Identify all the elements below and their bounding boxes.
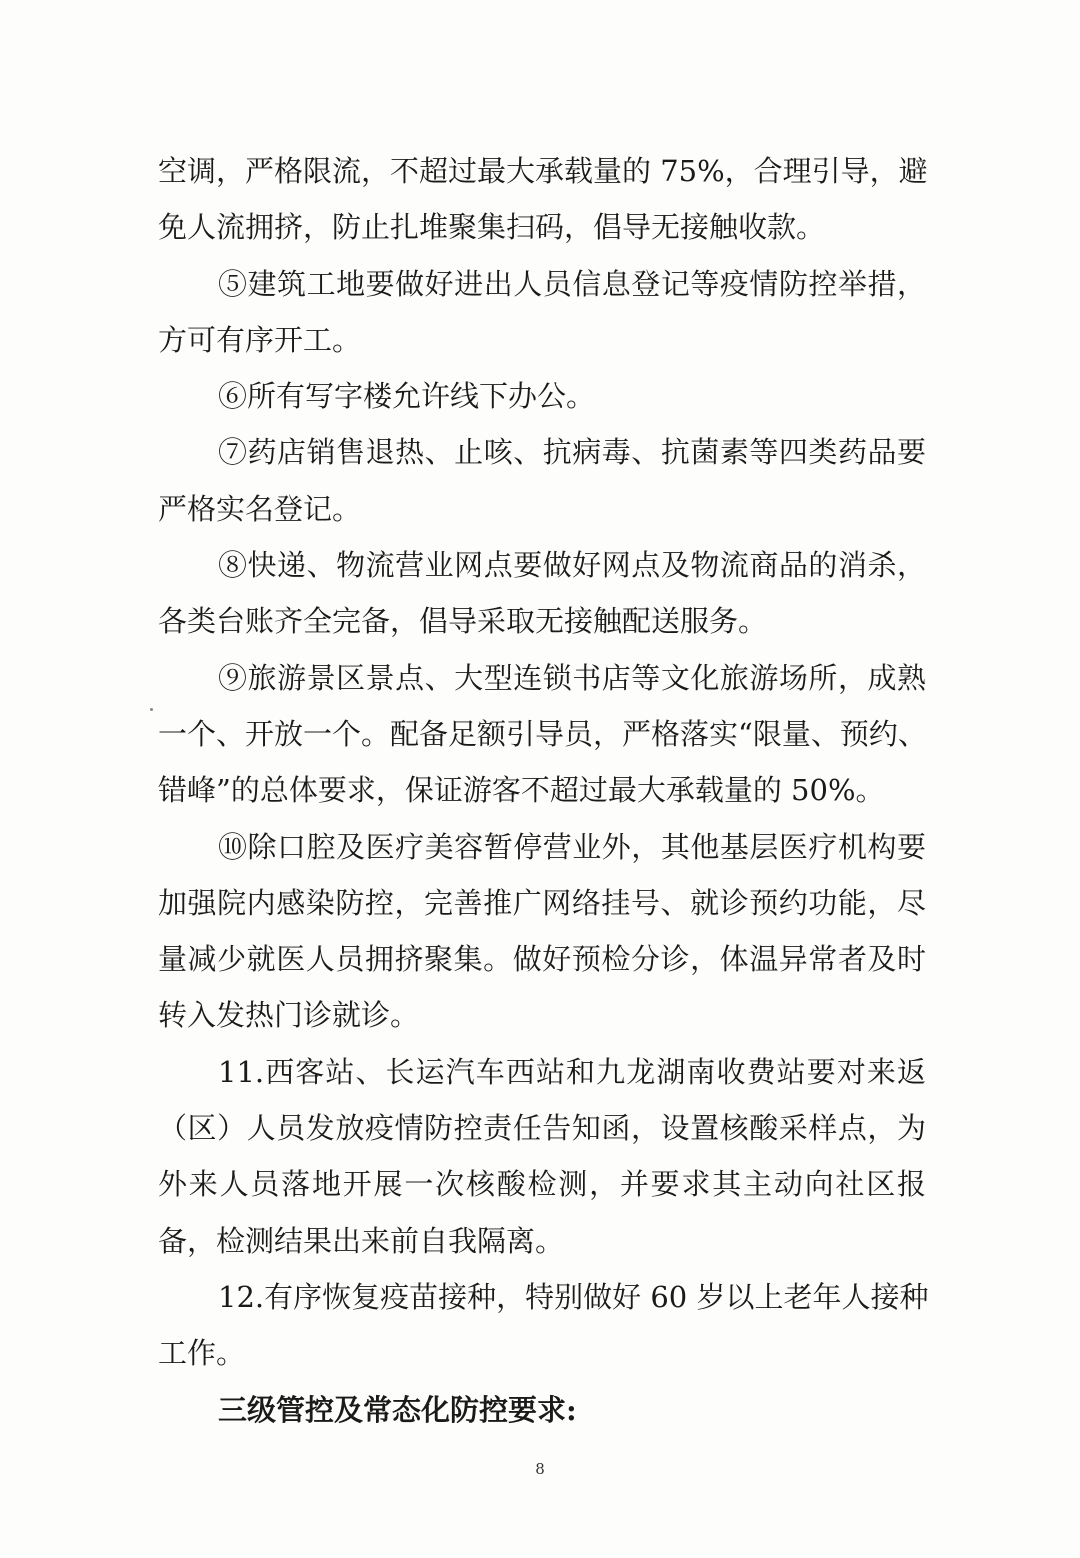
text-line: 严格实名登记。 (158, 491, 362, 526)
text-line: ⑧快递、物流营业网点要做好网点及物流商品的消杀， (218, 548, 926, 583)
scan-speck (150, 708, 153, 711)
text-line: ⑨旅游景区景点、大型连锁书店等文化旅游场所，成熟 (218, 660, 926, 695)
text-line: 备，检测结果出来前自我隔离。 (158, 1223, 565, 1258)
text-line: 12.有序恢复疫苗接种，特别做好 60 岁以上老年人接种 (218, 1279, 929, 1314)
text-line: 外来人员落地开展一次核酸检测，并要求其主动向社区报 (158, 1167, 926, 1202)
text-line: 转入发热门诊就诊。 (158, 998, 420, 1033)
text-line: 空调，严格限流，不超过最大承载量的 75%，合理引导，避 (158, 154, 928, 188)
page-number: 8 (535, 1460, 545, 1478)
text-line: 工作。 (158, 1336, 246, 1371)
text-line: ⑥所有写字楼允许线下办公。 (218, 379, 596, 414)
text-line: 加强院内感染防控，完善推广网络挂号、就诊预约功能，尽 (158, 885, 926, 920)
text-line: ⑩除口腔及医疗美容暂停营业外，其他基层医疗机构要 (218, 829, 926, 864)
text-line: 方可有序开工。 (158, 322, 362, 357)
text-line: ⑤建筑工地要做好进出人员信息登记等疫情防控举措， (218, 266, 926, 301)
text-line: 11.西客站、长运汽车西站和九龙湖南收费站要对来返 (218, 1054, 926, 1089)
text-line: （区）人员发放疫情防控责任告知函，设置核酸采样点，为 (158, 1111, 926, 1146)
text-line: 错峰”的总体要求，保证游客不超过最大承载量的 50%。 (158, 773, 885, 808)
text-line: 量减少就医人员拥挤聚集。做好预检分诊，体温异常者及时 (158, 942, 926, 977)
text-line: 免人流拥挤，防止扎堆聚集扫码，倡导无接触收款。 (158, 210, 826, 245)
text-line: 各类台账齐全完备，倡导采取无接触配送服务。 (158, 604, 768, 639)
document-body (158, 143, 929, 1438)
text-line: 一个、开放一个。配备足额引导员，严格落实“限量、预约、 (158, 716, 927, 751)
text-line: ⑦药店销售退热、止咳、抗病毒、抗菌素等四类药品要 (218, 435, 926, 470)
section-heading: 三级管控及常态化防控要求: (218, 1392, 577, 1427)
